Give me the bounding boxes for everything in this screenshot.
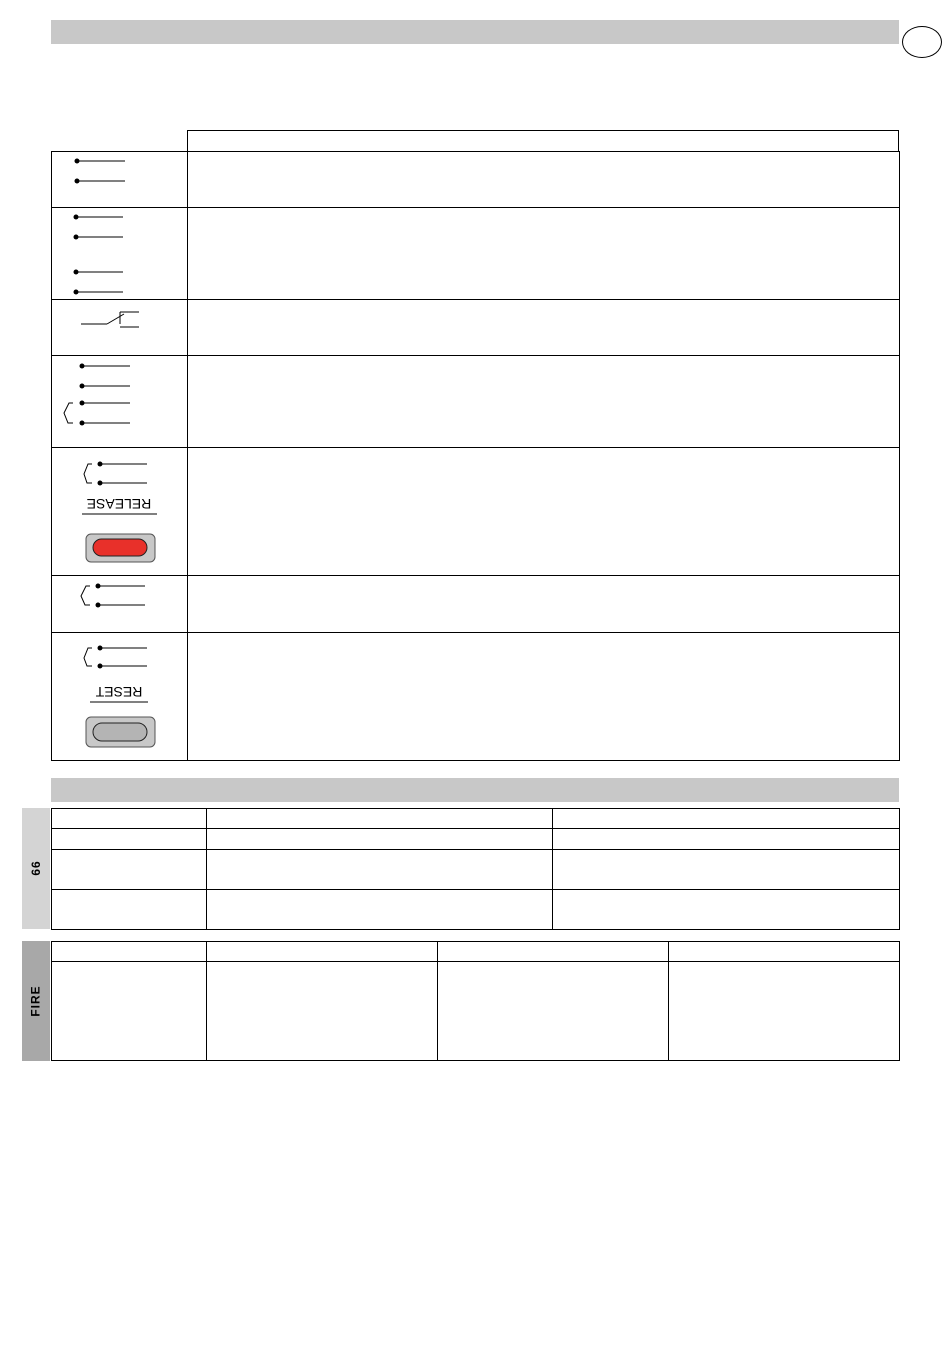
release-contact-icon [52, 448, 188, 576]
table-row [52, 890, 900, 930]
tab-fire-label: FIRE [29, 985, 43, 1017]
table-row [52, 829, 900, 850]
section-header-bar-top [51, 20, 899, 44]
table-row [52, 809, 900, 829]
symbol-cell [52, 300, 188, 356]
four-terminal-icon [52, 208, 188, 300]
release-label: RELEASE [86, 496, 152, 512]
table-row [52, 633, 900, 761]
table-cell [207, 962, 438, 1061]
symbol-cell [52, 448, 188, 576]
table-row [52, 942, 900, 962]
contact-icon [52, 576, 188, 633]
two-terminal-icon [52, 152, 188, 208]
description-cell [188, 448, 900, 576]
table-fire [51, 941, 900, 1061]
table-cell [52, 890, 207, 930]
symbol-cell [52, 576, 188, 633]
terminal-table-header [187, 130, 899, 151]
table-row [52, 576, 900, 633]
table-cell [553, 890, 900, 930]
table-cell [52, 850, 207, 890]
table-cell [52, 809, 207, 829]
symbol-cell [52, 356, 188, 448]
description-cell [188, 300, 900, 356]
symbol-cell [52, 152, 188, 208]
tab-fire [22, 941, 50, 1061]
tab-99-label: 99 [28, 860, 43, 877]
table-cell [52, 942, 207, 962]
table-row [52, 448, 900, 576]
section-header-bar-mid [51, 778, 899, 802]
table-row [52, 152, 900, 208]
description-cell [188, 152, 900, 208]
symbol-cell [52, 633, 188, 761]
table-cell [207, 809, 553, 829]
table-cell [52, 962, 207, 1061]
reset-button[interactable] [93, 723, 147, 741]
table-cell [553, 850, 900, 890]
table-row [52, 300, 900, 356]
description-cell [188, 633, 900, 761]
description-cell [188, 576, 900, 633]
table-cell [52, 829, 207, 850]
language-badge [902, 26, 942, 58]
tab-99 [22, 808, 50, 929]
table-cell [207, 890, 553, 930]
table-row [52, 962, 900, 1061]
reset-label: RESET [95, 684, 143, 700]
table-cell [553, 809, 900, 829]
reset-contact-icon [52, 633, 188, 761]
symbol-cell [52, 208, 188, 300]
table-cell [207, 942, 438, 962]
table-row [52, 850, 900, 890]
table-row [52, 356, 900, 448]
table-cell [438, 942, 669, 962]
four-terminal-contact-icon [52, 356, 188, 448]
table-cell [207, 850, 553, 890]
release-button[interactable] [93, 539, 147, 556]
table-row [52, 208, 900, 300]
switch-contact-icon [52, 300, 188, 356]
terminal-table [51, 151, 900, 761]
table-99 [51, 808, 900, 930]
table-cell [669, 962, 900, 1061]
description-cell [188, 208, 900, 300]
table-cell [438, 962, 669, 1061]
table-cell [669, 942, 900, 962]
description-cell [188, 356, 900, 448]
table-cell [553, 829, 900, 850]
table-cell [207, 829, 553, 850]
